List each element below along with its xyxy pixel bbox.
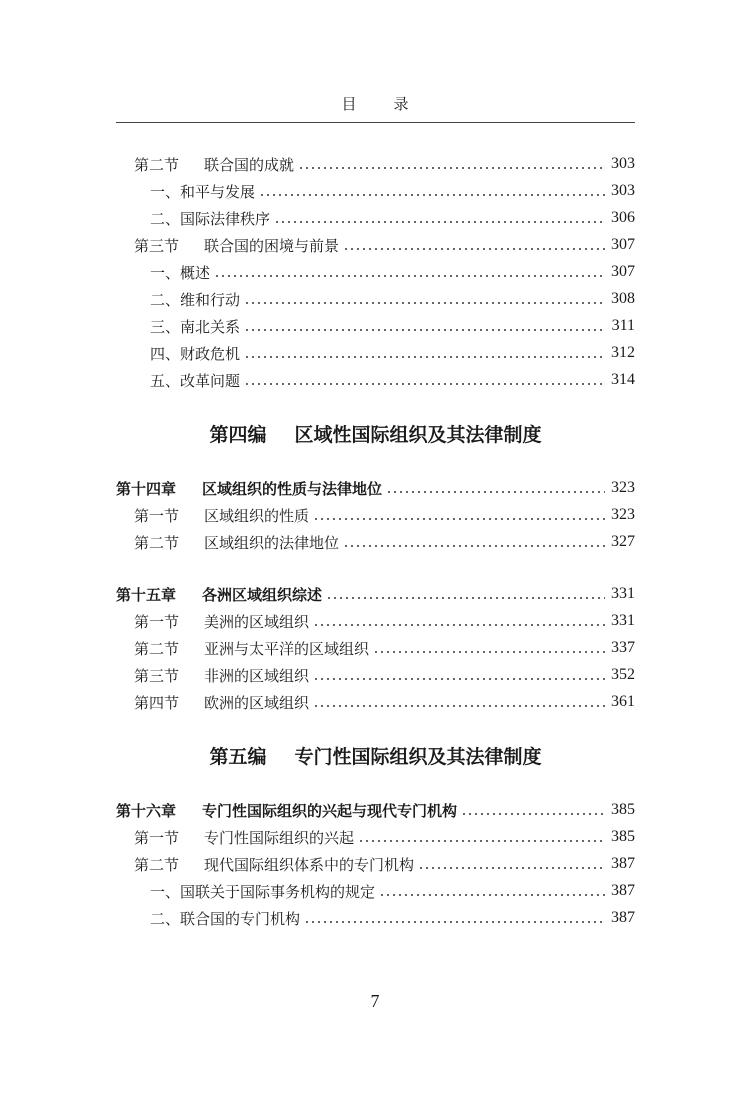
leader-dots [244, 329, 606, 331]
toc-entry-page: 327 [611, 533, 635, 550]
toc-entry[interactable] [116, 314, 635, 338]
leader-dots [259, 194, 605, 196]
toc-entry-page: 312 [611, 344, 635, 361]
toc-entry-prefix: 第三节 [134, 236, 180, 255]
page-number: 7 [370, 991, 380, 1011]
toc-entry-prefix: 二、 [150, 290, 181, 309]
toc-entry-page: 331 [611, 612, 635, 629]
toc-entry-title: 区域组织的性质 [204, 506, 310, 525]
toc-entry-title: 非洲的区域组织 [204, 666, 310, 685]
toc-entry-prefix: 一、 [150, 263, 181, 282]
toc-entry[interactable] [116, 341, 635, 365]
toc-entry-page: 306 [611, 209, 635, 226]
toc-entry[interactable] [116, 798, 635, 822]
toc-entry-page: 385 [611, 828, 635, 845]
toc-entry-prefix: 第二节 [134, 855, 180, 874]
toc-entry[interactable] [116, 636, 635, 660]
toc-entry-prefix: 第二节 [134, 639, 180, 658]
leader-dots [313, 678, 605, 680]
toc-entry[interactable] [116, 152, 635, 176]
part-number: 第五编 [209, 746, 267, 768]
toc-entry[interactable] [116, 663, 635, 687]
toc-entry-prefix: 五、 [150, 371, 181, 390]
toc-entry-title: 专门性国际组织的兴起与现代专门机构 [202, 801, 458, 820]
toc-entry-title: 南北关系 [180, 317, 241, 336]
toc-entry[interactable] [116, 530, 635, 554]
toc-entry-page: 387 [611, 855, 635, 872]
leader-dots [313, 705, 605, 707]
leader-dots [274, 221, 605, 223]
toc-entry-page: 303 [611, 182, 635, 199]
toc-entry[interactable] [116, 582, 635, 606]
toc-entry-page: 323 [611, 506, 635, 523]
header-char-2: 录 [393, 95, 410, 113]
toc-entry-title: 现代国际组织体系中的专门机构 [204, 855, 415, 874]
toc-entry-page: 308 [611, 290, 635, 307]
running-header [116, 93, 635, 114]
toc-entry-title: 各洲区域组织综述 [202, 585, 323, 604]
toc-entry-page: 352 [611, 666, 635, 683]
toc-entry-title: 美洲的区域组织 [204, 612, 310, 631]
toc-entry[interactable] [116, 609, 635, 633]
toc-entry-prefix: 第十四章 [116, 479, 177, 498]
leader-dots [313, 518, 605, 520]
leader-dots [244, 302, 605, 304]
toc-entry-prefix: 四、 [150, 344, 181, 363]
toc-entry-title: 国联关于国际事务机构的规定 [180, 882, 376, 901]
leader-dots [244, 356, 605, 358]
toc-entry-page: 387 [611, 882, 635, 899]
toc-entry-page: 303 [611, 155, 635, 172]
toc-entry-title: 联合国的专门机构 [180, 909, 301, 928]
toc-entry-prefix: 第一节 [134, 612, 180, 631]
toc-entry[interactable] [116, 906, 635, 930]
header-char-1: 目 [341, 95, 358, 113]
leader-dots [326, 597, 605, 599]
toc-entry-page: 314 [611, 371, 635, 388]
leader-dots [343, 545, 605, 547]
leader-dots [358, 840, 605, 842]
toc-entry[interactable] [116, 879, 635, 903]
toc-entry-prefix: 第四节 [134, 693, 180, 712]
leader-dots [244, 383, 605, 385]
toc-entry-title: 概述 [180, 263, 211, 282]
leader-dots [386, 491, 605, 493]
toc-entry-title: 联合国的成就 [204, 155, 295, 174]
leader-dots [298, 167, 605, 169]
toc-entry-page: 387 [611, 909, 635, 926]
part-title: 区域性国际组织及其法律制度 [294, 424, 542, 446]
toc-entry-title: 国际法律秩序 [180, 209, 271, 228]
toc-entry-prefix: 第二节 [134, 155, 180, 174]
toc-entry-title: 区域组织的法律地位 [204, 533, 340, 552]
part-heading[interactable] [116, 420, 635, 450]
toc-entry[interactable] [116, 690, 635, 714]
toc-entry[interactable] [116, 260, 635, 284]
toc-entry-page: 307 [611, 236, 635, 253]
toc-entry-prefix: 三、 [150, 317, 181, 336]
toc-entry-page: 323 [611, 479, 635, 496]
toc-entry-title: 维和行动 [180, 290, 241, 309]
leader-dots [304, 921, 605, 923]
toc-entry-title: 区域组织的性质与法律地位 [202, 479, 383, 498]
toc-entry[interactable] [116, 825, 635, 849]
leader-dots [343, 248, 605, 250]
toc-entry-prefix: 第二节 [134, 533, 180, 552]
toc-entry[interactable] [116, 503, 635, 527]
toc-entry[interactable] [116, 287, 635, 311]
toc-entry-prefix: 一、 [150, 882, 181, 901]
toc-entry-title: 联合国的困境与前景 [204, 236, 340, 255]
leader-dots [418, 867, 605, 869]
leader-dots [373, 651, 605, 653]
toc-entry-page: 337 [611, 639, 635, 656]
toc-entry-page: 361 [611, 693, 635, 710]
toc-entry[interactable] [116, 233, 635, 257]
part-title: 专门性国际组织及其法律制度 [294, 746, 542, 768]
toc-entry-page: 385 [611, 801, 635, 818]
toc-entry-prefix: 第一节 [134, 506, 180, 525]
toc-entry-title: 专门性国际组织的兴起 [204, 828, 355, 847]
leader-dots [214, 275, 605, 277]
leader-dots [313, 624, 605, 626]
toc-entry-page: 307 [611, 263, 635, 280]
toc-entry[interactable] [116, 852, 635, 876]
toc-entry[interactable] [116, 206, 635, 230]
toc-entry-prefix: 第一节 [134, 828, 180, 847]
toc-entry-prefix: 二、 [150, 209, 181, 228]
leader-dots [379, 894, 605, 896]
toc-entry-page: 331 [611, 585, 635, 602]
part-number: 第四编 [209, 424, 267, 446]
toc-entry[interactable] [116, 368, 635, 392]
toc-entry-prefix: 第三节 [134, 666, 180, 685]
toc-entry-title: 和平与发展 [180, 182, 256, 201]
toc-entry-title: 财政危机 [180, 344, 241, 363]
toc-entry[interactable] [116, 179, 635, 203]
toc-entry-prefix: 一、 [150, 182, 181, 201]
toc-entry-title: 改革问题 [180, 371, 241, 390]
toc-entry-prefix: 第十六章 [116, 801, 177, 820]
toc-entry-prefix: 二、 [150, 909, 181, 928]
toc-entry-title: 亚洲与太平洋的区域组织 [204, 639, 370, 658]
toc-entry-page: 311 [611, 317, 635, 334]
toc-entry-title: 欧洲的区域组织 [204, 693, 310, 712]
part-heading[interactable] [116, 742, 635, 772]
toc-entry[interactable] [116, 476, 635, 500]
leader-dots [461, 813, 605, 815]
toc-entry-prefix: 第十五章 [116, 585, 177, 604]
header-rule [116, 122, 635, 123]
